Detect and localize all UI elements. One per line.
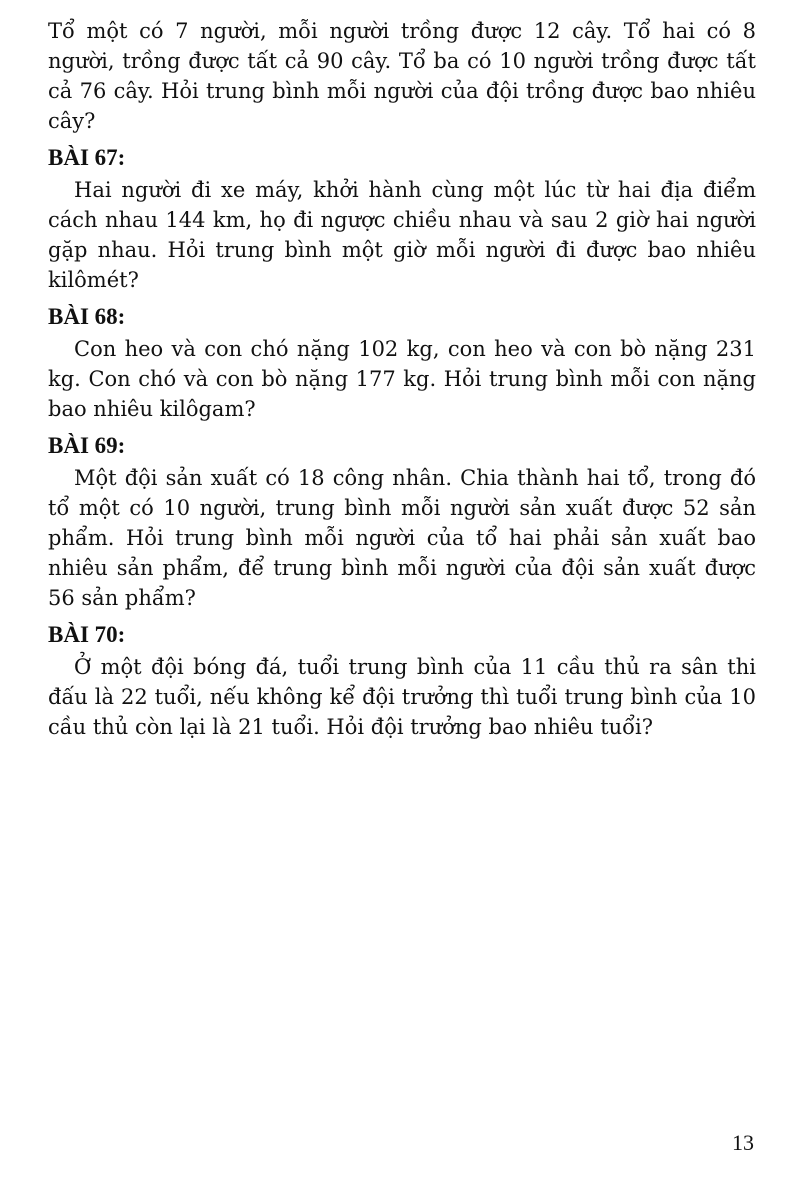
problem-67: [48, 145, 756, 295]
problem-67-title: BÀI 67:: [48, 145, 126, 170]
problem-68-title: BÀI 68:: [48, 304, 126, 329]
problem-67-text: Hai người đi xe máy, khởi hành cùng một lúc từ hai địa điểm cách nhau 144 km, họ đi ngược chiều nhau và sau 2 giờ hai người gặp nhau. Hỏi trung bình một giờ mỗi người đi được bao nhiêu kilômét?: [48, 178, 756, 292]
problem-70: [48, 622, 756, 742]
intro-paragraph: Tổ một có 7 người, mỗi người trồng được 12 cây. Tổ hai có 8 người, trồng được tất cả 90 cây. Tổ ba có 10 người trồng được tất cả 76 cây. Hỏi trung bình mỗi người của đội trồng được bao nhiêu cây?: [48, 19, 756, 133]
problem-68-text: Con heo và con chó nặng 102 kg, con heo và con bò nặng 231 kg. Con chó và con bò nặng 177 kg. Hỏi trung bình mỗi con nặng bao nhiêu kilôgam?: [48, 337, 756, 421]
page-number: 13: [732, 1130, 754, 1155]
problem-69-title: BÀI 69:: [48, 433, 126, 458]
problem-69: [48, 433, 756, 613]
problem-68: [48, 304, 756, 424]
problem-70-title: BÀI 70:: [48, 622, 126, 647]
problem-69-text: Một đội sản xuất có 18 công nhân. Chia thành hai tổ, trong đó tổ một có 10 người, trung bình mỗi người sản xuất được 52 sản phẩm. Hỏi trung bình mỗi người của tổ hai phải sản xuất bao nhiêu sản phẩm, để trung bình mỗi người của đội sản xuất được 56 sản phẩm?: [48, 466, 756, 610]
page-content: [48, 16, 756, 742]
problem-70-text: Ở một đội bóng đá, tuổi trung bình của 11 cầu thủ ra sân thi đấu là 22 tuổi, nếu không kể đội trưởng thì tuổi trung bình của 10 cầu thủ còn lại là 21 tuổi. Hỏi đội trưởng bao nhiêu tuổi?: [48, 655, 756, 739]
